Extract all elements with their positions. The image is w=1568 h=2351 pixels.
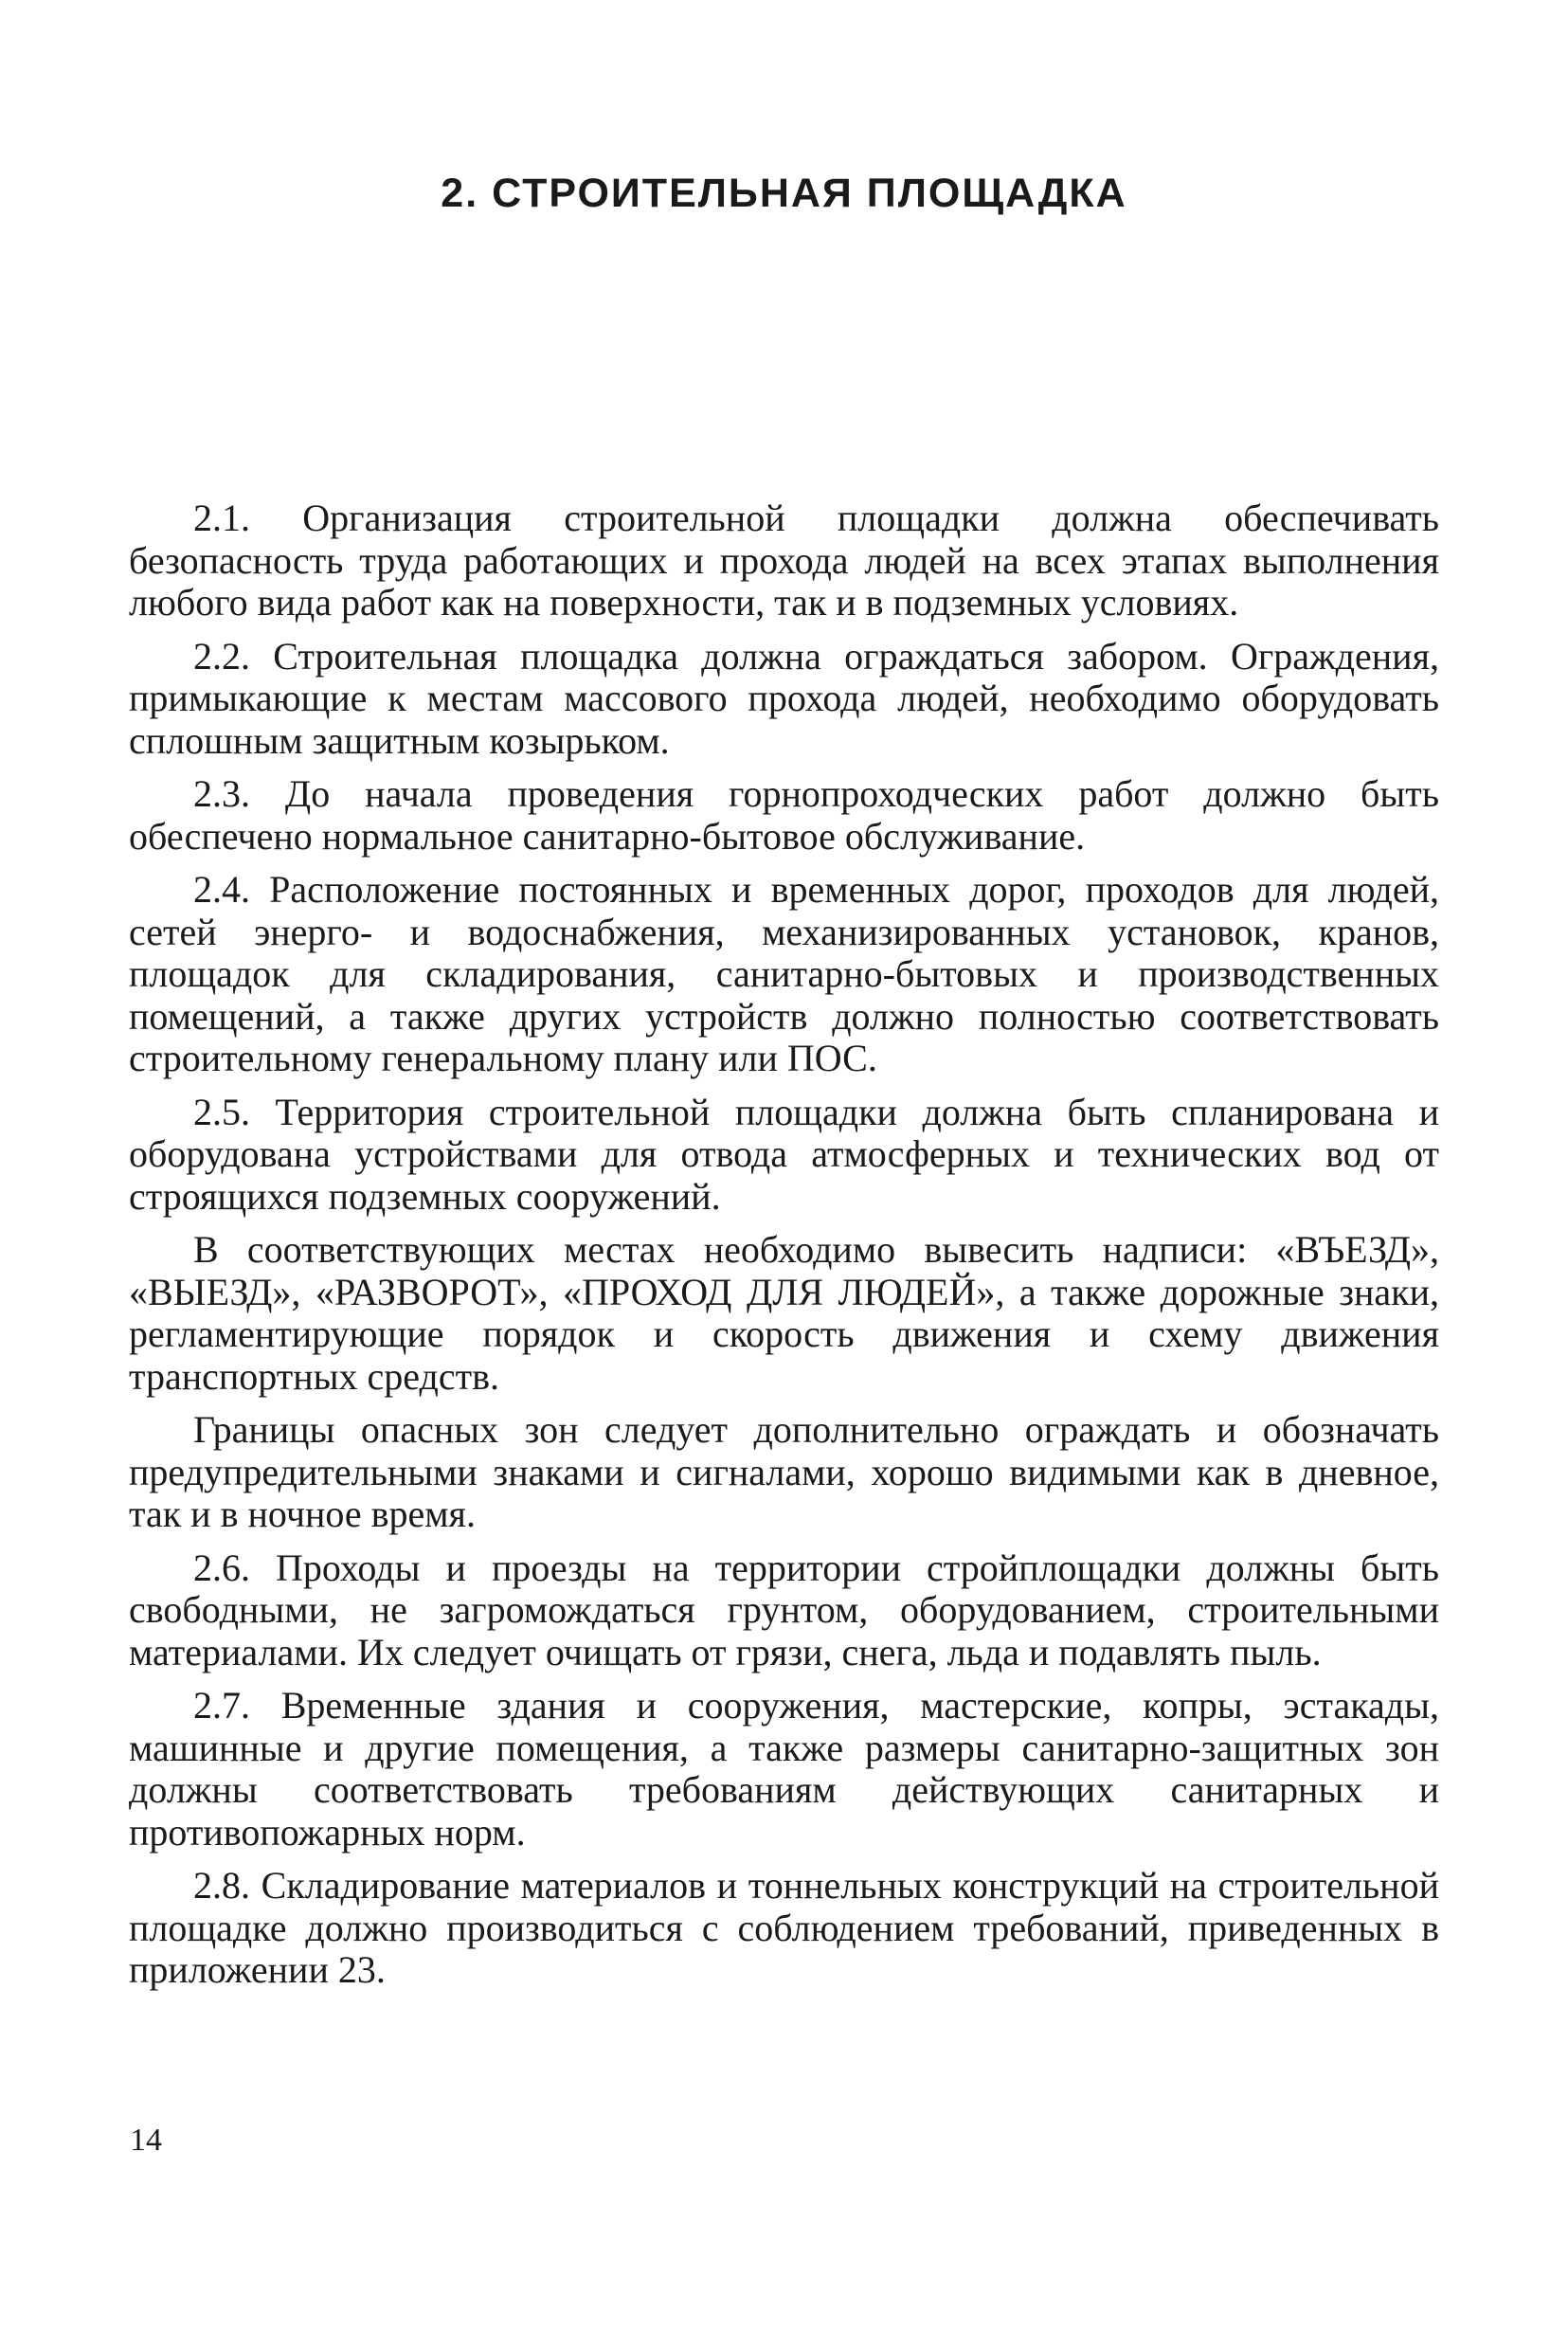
paragraph-2-7: 2.7. Временные здания и сооружения, мастерские, копры, эстакады, машинные и другие помещения, а также размеры санитарно-защитных зон должны соответствовать требованиям действующих санитарных и противопожарных норм.: [129, 1684, 1439, 1854]
paragraph-2-4: 2.4. Расположение постоянных и временных дорог, проходов для людей, сетей энерго- и водоснабжения, механизированных установок, кранов, площадок для складирования, санитарно-бытовых и производственных помещений, а также других устройств должно полностью соответствовать строительному генеральному плану или ПОС.: [129, 868, 1439, 1079]
section-title: 2. СТРОИТЕЛЬНАЯ ПЛОЩАДКА: [441, 171, 1127, 216]
paragraph-2-2: 2.2. Строительная площадка должна ограждаться забором. Ограждения, примыкающие к местам массового прохода людей, необходимо оборудовать сплошным защитным козырьком.: [129, 634, 1439, 762]
paragraph-2-1: 2.1. Организация строительной площадки должна обеспечивать безопасность труда работающих и прохода людей на всех этапах выполнения любого вида работ как на поверхности, так и в подземных условиях.: [129, 497, 1439, 624]
body-text: [129, 497, 1439, 2003]
paragraph-2-6: 2.6. Проходы и проезды на территории стройплощадки должны быть свободными, не загромождаться грунтом, оборудованием, строительными материалами. Их следует очищать от грязи, снега, льда и подавлять пыль.: [129, 1546, 1439, 1673]
paragraph-signs: В соответствующих местах необходимо вывесить надписи: «ВЪЕЗД», «ВЫЕЗД», «РАЗВОРОТ», «ПРОХОД ДЛЯ ЛЮДЕЙ», а также дорожные знаки, регламентирующие порядок и скорость движения и схему движения транспортных средств.: [129, 1228, 1439, 1398]
paragraph-2-5: 2.5. Территория строительной площадки должна быть спланирована и оборудована устройствами для отвода атмосферных и технических вод от строящихся подземных сооружений.: [129, 1090, 1439, 1218]
paragraph-2-3: 2.3. До начала проведения горнопроходческих работ должно быть обеспечено нормальное санитарно-бытовое обслуживание.: [129, 772, 1439, 858]
paragraph-2-8: 2.8. Складирование материалов и тоннельных конструкций на строительной площадке должно производиться с соблюдением требований, приведенных в приложении 23.: [129, 1864, 1439, 1991]
paragraph-danger-zones: Границы опасных зон следует дополнительно ограждать и обозначать предупредительными знаками и сигналами, хорошо видимыми как в дневное, так и в ночное время.: [129, 1408, 1439, 1535]
page-number: 14: [130, 2123, 162, 2158]
